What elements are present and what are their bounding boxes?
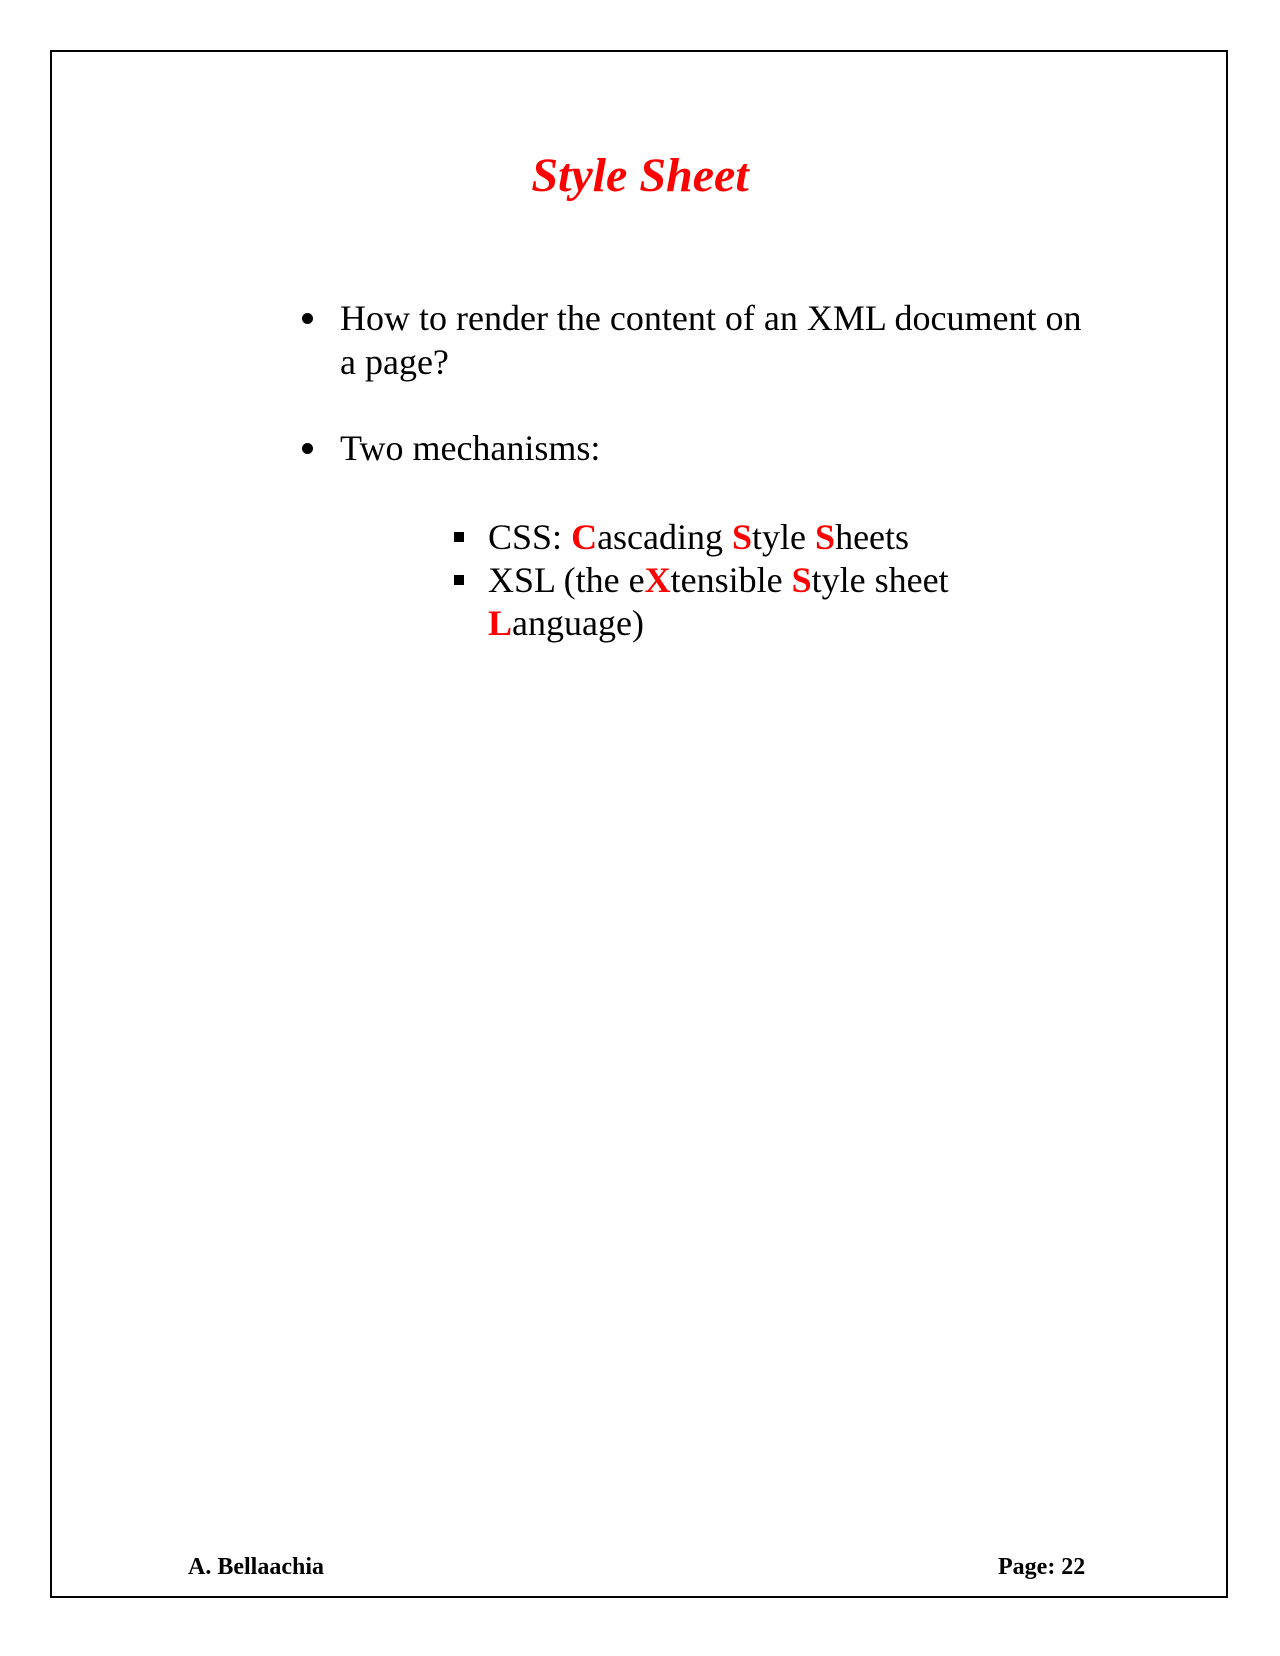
- bullet-dot-icon: [302, 313, 313, 324]
- page-title: Style Sheet: [531, 149, 749, 202]
- page-frame: [50, 50, 1228, 1598]
- subbullet-list: [454, 516, 1154, 645]
- xsl-text: tyle sheet: [811, 560, 949, 600]
- bullet-text: How to render the content of an XML document on a page?: [340, 298, 1082, 382]
- css-prefix: CSS:: [488, 517, 572, 557]
- bullet-list: [294, 296, 1094, 512]
- footer-page-number: Page: 22: [998, 1554, 1086, 1580]
- bullet-dot-icon: [302, 443, 313, 454]
- subbullet-item-xsl: [454, 559, 1154, 645]
- subbullet-item-css: [454, 516, 1154, 559]
- css-text: tyle: [752, 517, 816, 557]
- xsl-text: anguage): [512, 603, 644, 643]
- footer-author: A. Bellaachia: [188, 1554, 324, 1580]
- xsl-letter-s: S: [791, 560, 812, 600]
- xsl-letter-l: L: [488, 603, 513, 643]
- css-text: ascading: [597, 517, 733, 557]
- square-bullet-icon: [454, 575, 464, 585]
- bullet-item-mechanisms: [294, 426, 1094, 470]
- xsl-text: tensible: [670, 560, 792, 600]
- bullet-text: Two mechanisms:: [340, 428, 601, 468]
- css-text: heets: [835, 517, 910, 557]
- xsl-letter-x: X: [644, 560, 671, 600]
- css-letter-s1: S: [732, 517, 753, 557]
- css-letter-s2: S: [815, 517, 836, 557]
- css-letter-c: C: [571, 517, 598, 557]
- bullet-item-render: [294, 296, 1094, 384]
- square-bullet-icon: [454, 532, 464, 542]
- xsl-prefix: XSL (the e: [488, 560, 645, 600]
